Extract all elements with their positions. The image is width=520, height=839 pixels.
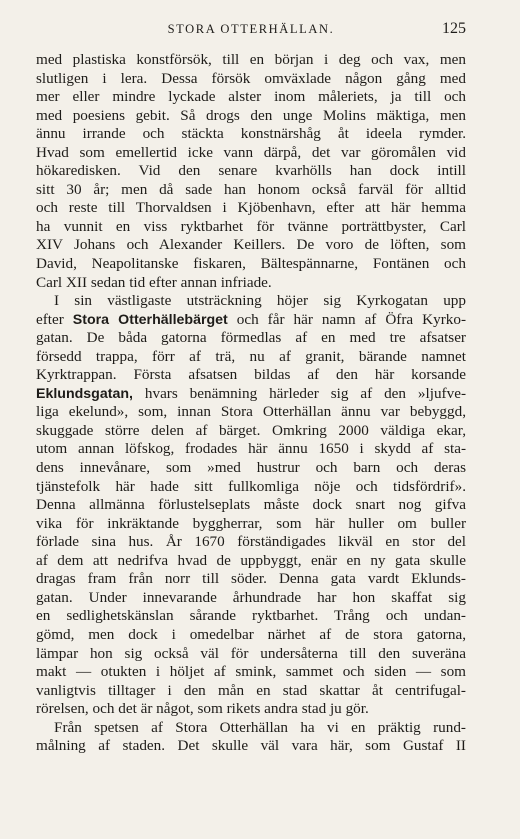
text-line: tjänstefolk här hade sitt fullkomliga nöje och tidsfördrif». <box>36 477 466 495</box>
paragraph-start-line: Från spetsen af Stora Otterhällan ha vi en präktig rund- <box>54 718 466 736</box>
paragraph-start-line <box>36 292 466 311</box>
text-line: makt — otukten i höljet af smink, sammet och siden — som <box>36 663 466 681</box>
text-line: XIV Johans och Alexander Keillers. De voro de löften, som <box>36 236 466 254</box>
text-line: utom annan löfskog, frodades här ännu 1650 i skydd af sta- <box>36 440 466 458</box>
body-text <box>36 51 466 756</box>
text-line: gatan. De båda gatorna förmedlas af en med tre afsatser <box>36 329 466 347</box>
text-line: vika för inkräktande byggherrar, som här huller om buller <box>36 514 466 532</box>
text-line <box>36 385 466 404</box>
text-line: dragas fram från norr till söder. Denna gata vardt Eklunds- <box>36 570 466 588</box>
text-line: förlade sina hus. År 1670 förständigades likväl en stor del <box>36 533 466 551</box>
text-run: I sin västligaste utsträckning höjer sig Kyrkogatan upp <box>54 292 466 310</box>
text-run: efter <box>36 310 73 328</box>
text-line: sitt 30 år; men då sade han honom också farväl för alltid <box>36 180 466 198</box>
text-line: David, Neapolitanske fiskaren, Bältespännarne, Fontänen och <box>36 255 466 273</box>
text-line: med poesiens gebit. Så drogs den unge Molins mäktiga, men <box>36 106 466 124</box>
text-line: gatan. Under innevarande århundrade har hon skaffat sig <box>36 588 466 606</box>
text-line: gömd, men dock i omedelbar närhet af de stora gatorna, <box>36 625 466 643</box>
paragraph-end-line: rörelsen, och det är något, som rikets andra stad ju gör. <box>36 700 369 718</box>
text-line: hökaredisken. Vid den senare kvarhölls han dock intill <box>36 162 466 180</box>
text-line: och reste till Thorvaldsen i Kjöbenhavn, efter att här hemma <box>36 199 466 217</box>
page-number: 125 <box>442 20 466 37</box>
text-line: lämpar hon sig också väl för undersåterna till den suveräna <box>36 644 466 662</box>
text-line: Kyrktrappan. Första afsatsen bildas af den här korsande <box>36 366 466 384</box>
place-name: Stora Otterhällebärget <box>72 311 228 328</box>
text-line: vanligtvis tilltager i den mån en stad skattar åt centrifugal- <box>36 681 466 699</box>
text-line: slutligen i lera. Dessa försök omväxlade någon gång med <box>36 69 466 87</box>
text-line: skuggade större delen af bärget. Omkring 2000 väldiga ekar, <box>36 421 466 439</box>
text-run: och får här namn af Öfra Kyrko- <box>227 310 467 328</box>
text-line: Hvad som emellertid icke vann därpå, det var göromålen vid <box>36 143 466 161</box>
running-header <box>36 20 466 44</box>
running-title: STORA OTTERHÄLLAN. <box>167 22 335 36</box>
text-line: målning af staden. Det skulle väl vara här, som Gustaf II <box>36 737 466 755</box>
text-run: hvars benämning härleder sig af den »ljufve- <box>132 384 466 402</box>
text-line <box>36 311 466 330</box>
text-line: mer eller mindre lyckade alster inom måleriets, ja till och <box>36 88 466 106</box>
text-line: af dem att nedrifva hvad de uppbyggt, enär en ny gata skulle <box>36 551 466 569</box>
text-line: liga ekelund», som, innan Stora Otterhällan ännu var bebyggd, <box>36 403 466 421</box>
place-name: Eklundsgatan, <box>36 385 133 402</box>
paragraph-end-line: Carl XII sedan tid efter annan infriade. <box>36 273 272 291</box>
text-line: Denna allmänna förlustelseplats måste dock snart nog gifva <box>36 496 466 514</box>
text-line: med plastiska konstförsök, till en början i deg och vax, men <box>36 51 466 68</box>
text-line: ha vunnit en viss ryktbarhet för tvänne porträttbyster, Carl <box>36 217 466 235</box>
text-line: försedd trappa, förr af trä, nu af granit, bärande namnet <box>36 347 466 365</box>
text-line: ännu irrande och stäckta konstnärshåg åt ideela rymder. <box>36 125 466 143</box>
text-line: en sedlighetskänslan sårande ryktbarhet. Trång och undan- <box>36 607 466 625</box>
text-line: dens innevånare, som »med hustrur och barn och deras <box>36 459 466 477</box>
